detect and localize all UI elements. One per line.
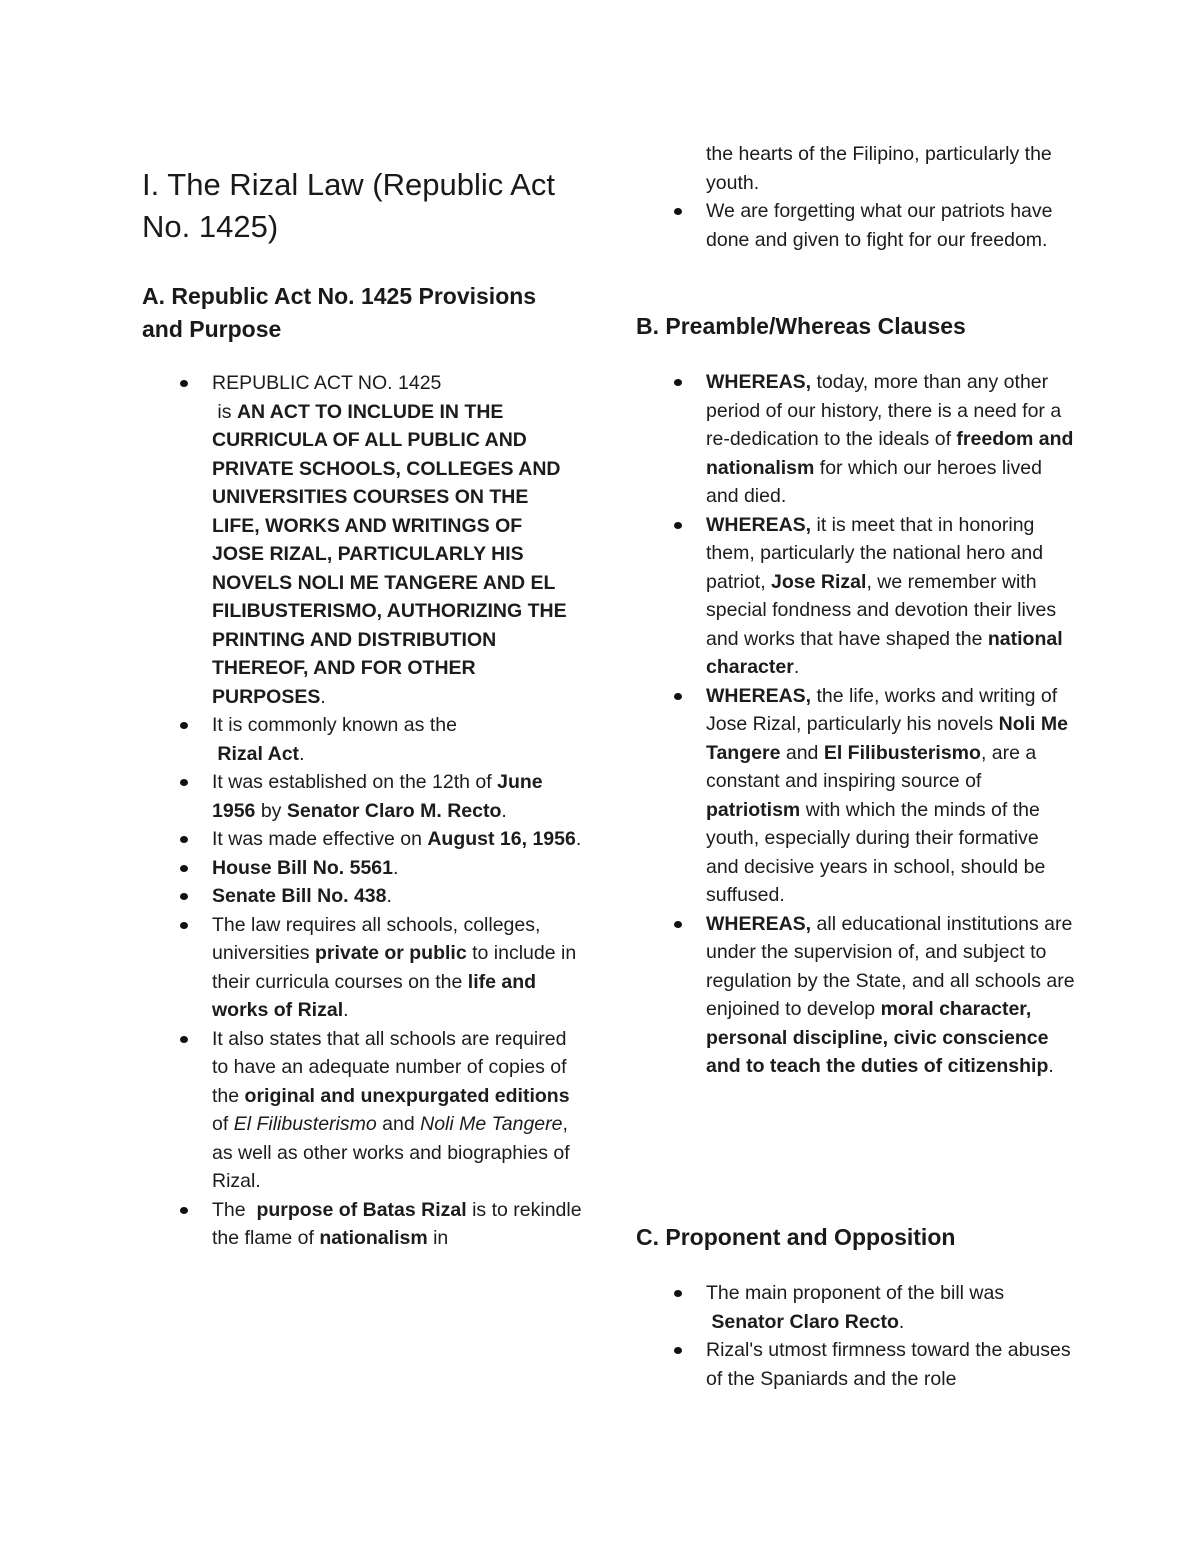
bullet-icon xyxy=(180,1036,188,1043)
bullet-icon xyxy=(180,922,188,929)
bullet-icon xyxy=(674,379,682,386)
section-b-list xyxy=(636,368,1076,1081)
bullet-icon xyxy=(180,722,188,729)
bullet-icon xyxy=(674,921,682,928)
section-a-heading: A. Republic Act No. 1425 Provisions and Purpose xyxy=(142,283,537,342)
list-item: The law requires all schools, colleges, universities private or public to include in their curricula courses on the life and works of Rizal. xyxy=(142,911,582,1025)
list-item: The purpose of Batas Rizal is to rekindle the flame of nationalism in xyxy=(142,1196,582,1253)
list-item: House Bill No. 5561. xyxy=(142,854,582,883)
bullet-icon xyxy=(180,779,188,786)
section-b-heading: B. Preamble/Whereas Clauses xyxy=(636,313,966,339)
continuation-list xyxy=(636,197,1076,254)
list-item: Rizal's utmost firmness toward the abuses of the Spaniards and the role xyxy=(636,1336,1076,1393)
bullet-icon xyxy=(180,836,188,843)
bullet-icon xyxy=(674,693,682,700)
list-item: WHEREAS, all educational institutions are under the supervision of, and subject to regulation by the State, and all schools are enjoined to develop moral character, personal discipline, civic conscience and to teach the duties of citizenship. xyxy=(636,910,1076,1081)
list-item: Senate Bill No. 438. xyxy=(142,882,582,911)
list-item: WHEREAS, the life, works and writing of Jose Rizal, particularly his novels Noli Me Tangere and El Filibusterismo, are a constant and inspiring source of patriotism with which the minds of the youth, especially during their formative and decisive years in school, should be suffused. xyxy=(636,682,1076,910)
list-item: It was made effective on August 16, 1956. xyxy=(142,825,582,854)
list-item: It is commonly known as the Rizal Act. xyxy=(142,711,582,768)
bullet-icon xyxy=(674,1290,682,1297)
list-item: WHEREAS, today, more than any other period of our history, there is a need for a re-dedication to the ideals of freedom and nationalism for which our heroes lived and died. xyxy=(636,368,1076,511)
continuation-text: the hearts of the Filipino, particularly the youth. xyxy=(706,143,1052,194)
bullet-icon xyxy=(674,208,682,215)
bullet-icon xyxy=(180,893,188,900)
list-item: It was established on the 12th of June 1956 by Senator Claro M. Recto. xyxy=(142,768,582,825)
bullet-icon xyxy=(674,522,682,529)
list-item: REPUBLIC ACT NO. 1425 is AN ACT TO INCLUDE IN THE CURRICULA OF ALL PUBLIC AND PRIVATE SCHOOLS, COLLEGES AND UNIVERSITIES COURSES ON THE LIFE, WORKS AND WRITINGS OF JOSE RIZAL, PARTICULARLY HIS NOVELS NOLI ME TANGERE AND EL FILIBUSTERISMO, AUTHORIZING THE PRINTING AND DISTRIBUTION THEREOF, AND FOR OTHER PURPOSES. xyxy=(142,369,582,711)
bullet-icon xyxy=(180,865,188,872)
list-item: It also states that all schools are required to have an adequate number of copies of the original and unexpurgated editions of El Filibusterismo and Noli Me Tangere, as well as other works and biographies of Rizal. xyxy=(142,1025,582,1196)
bullet-icon xyxy=(674,1347,682,1354)
section-c-list xyxy=(636,1279,1076,1393)
bullet-icon xyxy=(180,380,188,387)
page-title: I. The Rizal Law (Republic Act No. 1425) xyxy=(142,167,555,244)
bullet-icon xyxy=(180,1207,188,1214)
section-c-heading: C. Proponent and Opposition xyxy=(636,1224,956,1250)
section-a-list xyxy=(142,369,582,1253)
list-item: WHEREAS, it is meet that in honoring them, particularly the national hero and patriot, Jose Rizal, we remember with special fondness and devotion their lives and works that have shaped the national character. xyxy=(636,511,1076,682)
list-item: We are forgetting what our patriots have done and given to fight for our freedom. xyxy=(636,197,1076,254)
list-item: The main proponent of the bill was Senator Claro Recto. xyxy=(636,1279,1076,1336)
